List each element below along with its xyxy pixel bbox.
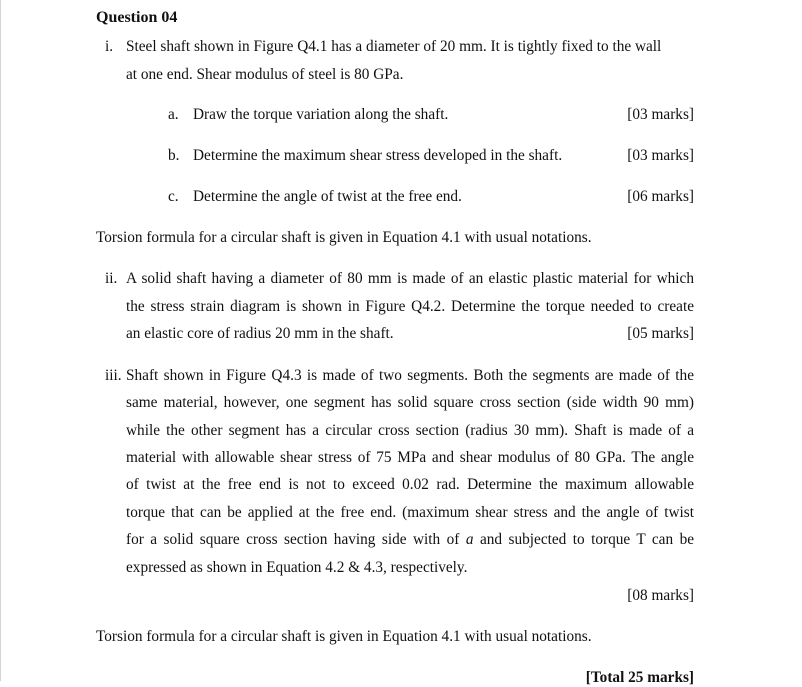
part-iii-marks: [08 marks] bbox=[627, 587, 694, 604]
part-ii-line-3: an elastic core of radius 20 mm in the shaft. bbox=[126, 325, 394, 342]
part-ii-line-2: the stress strain diagram is shown in Figure Q4.2. Determine the torque needed to create bbox=[126, 298, 694, 315]
subpart-a-marks: [03 marks] bbox=[627, 106, 694, 123]
part-i-line-2: at one end. Shear modulus of steel is 80 GPa. bbox=[126, 66, 404, 83]
part-iii-line-5: of twist at the free end is not to exceed 0.02 rad. Determine the maximum allowable bbox=[126, 476, 694, 493]
part-ii-line-1: A solid shaft having a diameter of 80 mm is made of an elastic plastic material for which bbox=[126, 270, 694, 287]
part-iii-line-4: material with allowable shear stress of 75 MPa and shear modulus of 80 GPa. The angle bbox=[126, 449, 694, 466]
question-title: Question 04 bbox=[96, 9, 178, 26]
total-marks: [Total 25 marks] bbox=[585, 669, 694, 686]
subpart-c-text: Determine the angle of twist at the free end. bbox=[193, 188, 462, 205]
part-iii-line-2: same material, however, one segment has solid square cross section (side width 90 mm) bbox=[126, 394, 694, 411]
part-iii-line-3: while the other segment has a circular cross section (radius 30 mm). Shaft is made of a bbox=[126, 422, 694, 439]
part-iii-line-1: Shaft shown in Figure Q4.3 is made of two segments. Both the segments are made of the bbox=[126, 367, 694, 384]
part-iii-line-6: torque that can be applied at the free end. (maximum shear stress and the angle of twist bbox=[126, 504, 694, 521]
part-iii-number: iii. bbox=[105, 367, 122, 384]
subpart-b-label: b. bbox=[168, 147, 180, 164]
part-iii-line-7-pre: for a solid square cross section having side with of bbox=[126, 531, 460, 548]
part-iii-line-7-post: and subjected to torque T can be bbox=[479, 531, 695, 548]
subpart-a-label: a. bbox=[168, 106, 179, 123]
part-i-number: i. bbox=[105, 38, 114, 55]
part-iii-line-7 bbox=[126, 531, 694, 549]
formula-note-2: Torsion formula for a circular shaft is given in Equation 4.1 with usual notations. bbox=[96, 628, 592, 645]
subpart-b-text: Determine the maximum shear stress developed in the shaft. bbox=[193, 147, 563, 164]
part-i-line-1: Steel shaft shown in Figure Q4.1 has a diameter of 20 mm. It is tightly fixed to the wall bbox=[126, 38, 662, 55]
side-width-variable: a bbox=[465, 531, 474, 548]
part-ii-number: ii. bbox=[105, 270, 118, 287]
subpart-c-marks: [06 marks] bbox=[627, 188, 694, 205]
page-left-border bbox=[0, 0, 1, 681]
formula-note-1: Torsion formula for a circular shaft is given in Equation 4.1 with usual notations. bbox=[96, 229, 592, 246]
part-iii-line-8: expressed as shown in Equation 4.2 & 4.3, respectively. bbox=[126, 559, 468, 576]
subpart-a-text: Draw the torque variation along the shaft. bbox=[193, 106, 449, 123]
subpart-c-label: c. bbox=[168, 188, 179, 205]
subpart-b-marks: [03 marks] bbox=[627, 147, 694, 164]
part-ii-marks: [05 marks] bbox=[627, 325, 694, 342]
